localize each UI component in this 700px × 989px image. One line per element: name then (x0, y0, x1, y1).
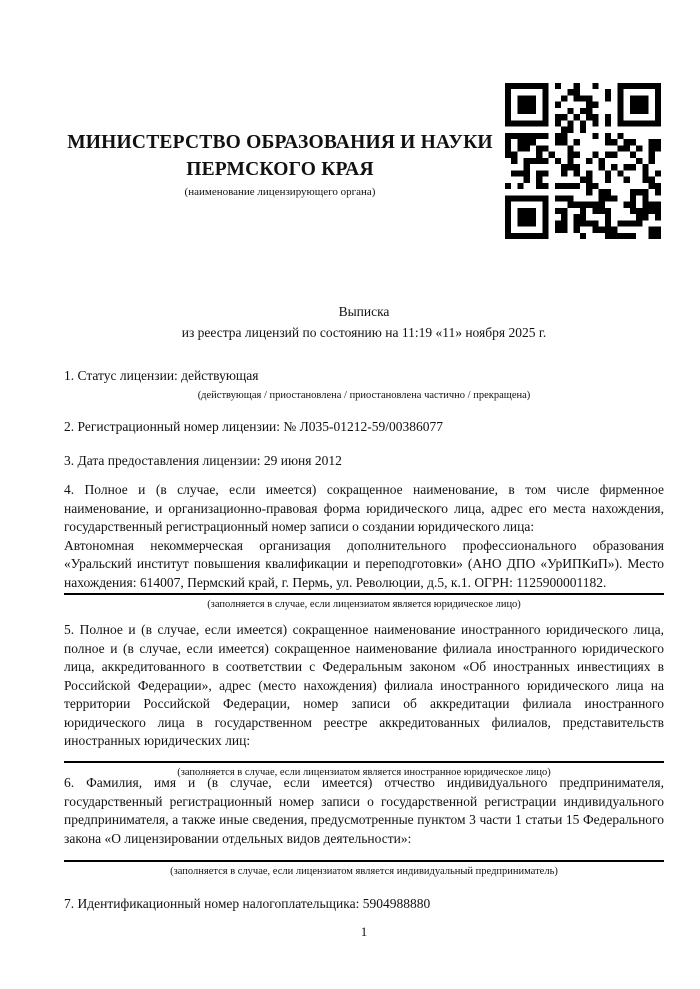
item-7-taxpayer-id (64, 895, 664, 914)
document-title: Выписка (338, 304, 390, 319)
item-2-registration-number (64, 418, 664, 437)
item-6-note: (заполняется в случае, если лицензиатом является индивидуальный предприниматель) (170, 866, 558, 877)
item-4-note: (заполняется в случае, если лицензиатом является юридическое лицо) (207, 599, 521, 610)
fill-in-line (64, 756, 664, 763)
fill-in-line (64, 855, 664, 862)
item-7-text: 7. Идентификационный номер налогоплательщика: 5904988880 (64, 896, 431, 911)
item-4-text: 4. Полное и (в случае, если имеется) сокращенное наименование, в том числе фирменное наименование, и организационно-правовая форма юридического лица, адрес его места нахождения, государственный регистрационный номер записи о создании юридического лица: (64, 482, 664, 534)
ministry-caption: (наименование лицензирующего органа) (184, 186, 376, 198)
item-6-text: 6. Фамилия, имя и (в случае, если имеется) отчество индивидуального предпринимателя, государственный регистрационный номер записи о государственной регистрации индивидуального предпринимателя, а также иные сведения, предусмотренные пунктом 3 части 1 статьи 15 Федерального закона «О лицензировании отдельных видов деятельности»: (64, 775, 664, 846)
qr-code-image (505, 83, 661, 239)
ministry-name-line1: МИНИСТЕРСТВО ОБРАЗОВАНИЯ И НАУКИ (67, 132, 493, 153)
document-subtitle: из реестра лицензий по состоянию на 11:19 «11» ноября 2025 г. (181, 324, 547, 340)
item-5-note: (заполняется в случае, если лицензиатом является иностранное юридическое лицо) (177, 766, 551, 778)
item-5-text: 5. Полное и (в случае, если имеется) сокращенное наименование иностранного юридического лица, полное и (в случае, если имеется) сокращенное наименование филиала иностранного юридического лица, аккредитованного в соответствии с Федеральным законом «Об иностранных инвестициях в Российской Федерации», адрес (место нахождения) филиала иностранного юридического лица на территории Российской Федерации, номер записи об аккредитации филиала иностранного юридического лица в государственном реестре аккредитованных филиалов, представительств иностранных юридических лиц: (64, 622, 664, 748)
item-4-value: Автономная некоммерческая организация дополнительного профессионального образования «Уральский институт повышения квалификации и переподготовки» (АНО ДПО «УрИПКиП»). Место нахождения: 614007, Пермский край, г. Пермь, ул. Революции, д.5, к.1. ОГРН: 1125900001182. (64, 537, 664, 596)
item-2-text: 2. Регистрационный номер лицензии: № Л035-01212-59/00386077 (64, 419, 444, 434)
item-4-legal-entity (64, 481, 664, 612)
item-3-text: 3. Дата предоставления лицензии: 29 июня 2012 (64, 453, 342, 468)
qr-code (505, 83, 661, 239)
item-1-license-status (64, 367, 664, 403)
item-3-grant-date (64, 452, 664, 471)
item-1-text: 1. Статус лицензии: действующая (64, 368, 259, 383)
issuing-authority-header (64, 129, 496, 199)
item-5-foreign-entity (64, 621, 664, 780)
page-number: 1 (360, 924, 368, 939)
item-1-note: (действующая / приостановлена / приостановлена частично / прекращена) (197, 389, 531, 401)
document-title-block (64, 302, 664, 343)
item-6-entrepreneur (64, 774, 664, 879)
ministry-name-line2: ПЕРМСКОГО КРАЯ (186, 159, 374, 180)
